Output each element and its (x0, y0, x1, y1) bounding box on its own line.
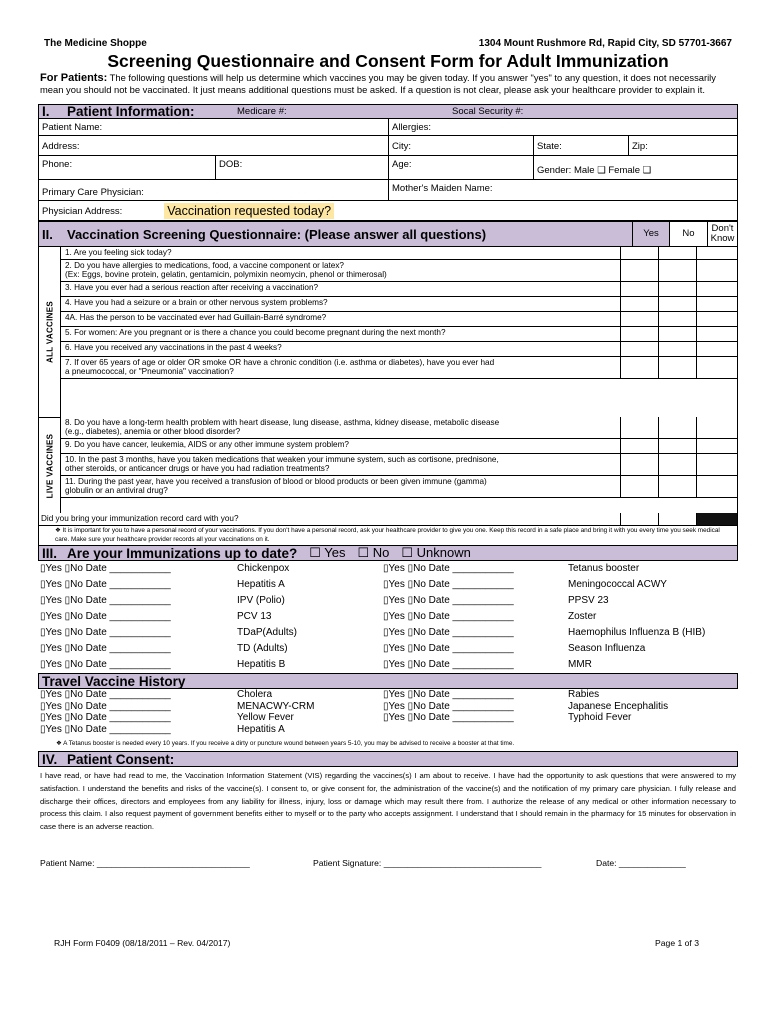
answer-no-box[interactable] (658, 342, 696, 356)
yes-no-date[interactable]: ▯Yes ▯No Date ___________ (40, 595, 171, 606)
signature-line (38, 851, 738, 868)
section-1-title: Patient Information: (67, 104, 195, 119)
patient-name-signature[interactable]: Patient Name: ________________________________ (40, 858, 250, 868)
answer-dont-know-box[interactable] (696, 342, 737, 356)
medicare-label: Medicare #: (237, 106, 287, 117)
section-1-header (38, 104, 738, 119)
record-row (39, 513, 737, 526)
answer-dont-know-box[interactable] (696, 260, 737, 281)
col-dont-know: Don't Know (707, 222, 737, 246)
yes-no-date[interactable]: ▯Yes ▯No Date ___________ (40, 579, 171, 590)
yes-no-date[interactable]: ▯Yes ▯No Date ___________ (40, 643, 171, 654)
physician-address-field[interactable] (39, 201, 737, 220)
vaccine-name: Zoster (568, 611, 597, 622)
yes-no-date[interactable]: ▯Yes ▯No Date ___________ (383, 595, 514, 606)
question-text: 2. Do you have allergies to medications, food, a vaccine component or latex? (Ex: Eggs, bovine protein, gelatin, gentamicin, polymixin neomycin, phenol or thimerosal) (65, 261, 387, 280)
answer-yes-box[interactable] (620, 297, 658, 311)
page-number: Page 1 of 3 (655, 938, 699, 948)
answer-yes-box[interactable] (620, 439, 658, 453)
intro-text (38, 71, 738, 104)
record-note: ❖ It is important for you to have a personal record of your vaccinations. If you don't have a personal record, ask your healthcare provider to give you one. Keep this record in a safe place and bring it with you every time you seek medical care. Make sure your healthcare provider records all your vaccinations on it. (38, 526, 738, 545)
yes-no-date[interactable]: ▯Yes ▯No Date ___________ (383, 643, 514, 654)
vaccine-name: TD (Adults) (237, 643, 288, 654)
uptodate-no[interactable]: ☐ No (357, 545, 390, 560)
vaccine-name: Japanese Encephalitis (568, 700, 669, 712)
yes-no-date[interactable]: ▯Yes ▯No Date ___________ (383, 700, 514, 712)
section-3-num: III. (42, 545, 58, 561)
yes-no-date[interactable]: ▯Yes ▯No Date ___________ (383, 579, 514, 590)
answer-no-box[interactable] (658, 327, 696, 341)
store-name: The Medicine Shoppe (44, 38, 147, 49)
answer-no-box[interactable] (658, 439, 696, 453)
yes-no-date[interactable]: ▯Yes ▯No Date ___________ (383, 712, 514, 723)
answer-dont-know-box[interactable] (696, 454, 737, 475)
zip-field[interactable]: Zip: (632, 141, 648, 152)
section-3-title: Are your Immunizations up to date? (67, 545, 298, 561)
answer-dont-know-box[interactable] (696, 417, 737, 438)
answer-dont-know-box[interactable] (696, 282, 737, 296)
state-field[interactable]: State: (534, 136, 629, 155)
record-row-wrap (38, 513, 738, 526)
city-field[interactable]: City: (389, 136, 534, 155)
vaccine-name: Tetanus booster (568, 563, 640, 574)
row-phone (38, 156, 738, 180)
vaccination-requested: Vaccination requested today? (164, 203, 334, 219)
yes-no-date[interactable]: ▯Yes ▯No Date ___________ (383, 659, 514, 670)
section-4-title: Patient Consent: (67, 751, 175, 767)
question-row (61, 342, 737, 357)
answer-yes-box[interactable] (620, 260, 658, 281)
vaccine-name: PCV 13 (237, 611, 272, 622)
vaccine-name: Haemophilus Influenza B (HIB) (568, 627, 706, 638)
row-physician-address (38, 201, 738, 221)
vaccine-name: PPSV 23 (568, 595, 609, 606)
patient-signature[interactable]: Patient Signature: _________________________________ (313, 858, 542, 868)
vaccine-name: MMR (568, 659, 592, 670)
vaccine-name: Chickenpox (237, 563, 290, 574)
question-text: 11. During the past year, have you received a transfusion of blood or blood products or been given immune (gamma) globulin or an antiviral drug? (65, 477, 487, 496)
answer-dont-know-box[interactable] (696, 312, 737, 326)
yes-no-date[interactable]: ▯Yes ▯No Date ___________ (383, 611, 514, 622)
vaccine-name: Cholera (237, 689, 273, 700)
patient-name-field[interactable]: Patient Name: (39, 119, 389, 135)
question-text: 1. Are you feeling sick today? (65, 248, 172, 257)
section-1-num: I. (42, 104, 50, 119)
question-row (61, 282, 737, 297)
answer-yes-box[interactable] (620, 342, 658, 356)
form-number: RJH Form F0409 (08/18/2011 – Rev. 04/2017) (54, 938, 231, 948)
intro-body: The following questions will help us determine which vaccines you may be given today. If you answer "yes" to any question, it does not necessarily mean you should not be vaccinated. It just means additional questions must be asked. If a question is not clear, please ask your healthcare provider to explain it. (40, 72, 716, 95)
yes-no-date[interactable]: ▯Yes ▯No Date ___________ (40, 723, 171, 735)
question-text: 6. Have you received any vaccinations in the past 4 weeks? (65, 343, 282, 352)
vaccine-name: Meningococcal ACWY (568, 579, 667, 590)
immunization-grid (38, 561, 738, 673)
question-row (61, 439, 737, 454)
question-text: 3. Have you ever had a serious reaction after receiving a vaccination? (65, 283, 319, 292)
vaccine-name: Hepatitis A (237, 723, 285, 735)
question-row (61, 476, 737, 498)
uptodate-unknown[interactable]: ☐ Unknown (401, 545, 471, 560)
header-line (38, 38, 738, 51)
questionnaire-table (38, 247, 738, 417)
answer-dont-know-box[interactable] (696, 439, 737, 453)
consent-text: I have read, or have had read to me, the Vaccination Information Statement (VIS) regarding the vaccines(s) I am about to receive. I have had the opportunity to ask questions that were answered to my satisfaction. I understand the benefits and risks of the vaccine(s). I consent to, or give consent for, the administration of the vaccine(s) and the notification of my primary care physician. I fully release and discharge their offices, directors and employees from any liability for illness, injury, loss or damage which may result there from. I authorize the release of any medical or other information necessary to process this claim. I also request payment of government benefits either to myself or to the party who accepts assignment. I understand that I should remain in the pharmacy for 15 minutes for observation in case there is an adverse reaction. (40, 771, 736, 832)
vaccine-name: TDaP(Adults) (237, 627, 298, 638)
footer (54, 938, 699, 948)
yes-no-date[interactable]: ▯Yes ▯No Date ___________ (40, 712, 171, 723)
question-row (61, 312, 737, 327)
answer-yes-box[interactable] (620, 417, 658, 438)
tetanus-note: ❖ A Tetanus booster is needed every 10 years. If you receive a dirty or puncture wound between years 5-10, you may be advised to receive a booster at that time. (56, 740, 515, 747)
question-row (61, 247, 737, 260)
answer-no-box[interactable] (658, 282, 696, 296)
vaccine-name: Rabies (568, 689, 600, 700)
travel-header: Travel Vaccine History (38, 673, 738, 689)
vaccine-name: Hepatitis B (237, 659, 286, 670)
answer-yes-box[interactable] (620, 476, 658, 497)
answer-dont-know-box[interactable] (696, 247, 737, 259)
yes-no-date[interactable]: ▯Yes ▯No Date ___________ (383, 563, 514, 574)
answer-no-box[interactable] (658, 454, 696, 475)
yes-no-date[interactable]: ▯Yes ▯No Date ___________ (383, 627, 514, 638)
answer-dont-know-box[interactable] (696, 357, 737, 378)
physician-address-label: Physician Address: (42, 206, 123, 217)
question-row (61, 454, 737, 476)
address-field[interactable]: Address: (39, 136, 389, 155)
store-address: 1304 Mount Rushmore Rd, Rapid City, SD 57701-3667 (478, 38, 732, 49)
question-row (61, 327, 737, 342)
side-label-all: ALL VACCINES (39, 247, 61, 417)
question-row (61, 297, 737, 312)
signature-date[interactable]: Date: ______________ (596, 858, 686, 868)
yes-no-date[interactable]: ▯Yes ▯No Date ___________ (40, 689, 171, 700)
answer-yes-box[interactable] (620, 327, 658, 341)
record-no-box[interactable] (658, 513, 696, 525)
yes-no-date[interactable]: ▯Yes ▯No Date ___________ (40, 563, 171, 574)
yes-no-date[interactable]: ▯Yes ▯No Date ___________ (40, 659, 171, 670)
age-field[interactable]: Age: (389, 156, 534, 179)
questionnaire-table-live (38, 417, 738, 513)
uptodate-yes[interactable]: ☐ Yes (309, 545, 346, 560)
question-text: 4. Have you had a seizure or a brain or other nervous system problems? (65, 298, 328, 307)
row-name (38, 119, 738, 136)
answer-no-box[interactable] (658, 417, 696, 438)
answer-dont-know-box[interactable] (696, 476, 737, 497)
allergies-field[interactable]: Allergies: (392, 122, 432, 133)
travel-grid (38, 689, 738, 735)
dob-field[interactable]: DOB: (216, 156, 389, 179)
answer-yes-box[interactable] (620, 454, 658, 475)
record-question: Did you bring your immunization record card with you? (41, 514, 239, 523)
ssn-label: Socal Security #: (452, 106, 524, 117)
question-text: 4A. Has the person to be vaccinated ever had Guillain-Barré syndrome? (65, 313, 327, 322)
gender-field[interactable]: Gender: Male ❑ Female ❑ (537, 165, 652, 176)
vaccine-name: Season Influenza (568, 643, 646, 654)
yes-no-date[interactable]: ▯Yes ▯No Date ___________ (383, 689, 514, 700)
section-2-num: II. (42, 226, 53, 242)
answer-yes-box[interactable] (620, 357, 658, 378)
question-row (61, 260, 737, 282)
col-yes: Yes (632, 222, 669, 246)
form-title: Screening Questionnaire and Consent Form for Adult Immunization (107, 51, 669, 71)
questions-all (61, 247, 737, 417)
questions-live (61, 417, 737, 513)
question-text: 5. For women: Are you pregnant or is there a chance you could become pregnant during the next month? (65, 328, 446, 337)
answer-no-box[interactable] (658, 247, 696, 259)
empty (383, 724, 568, 736)
section-4-num: IV. (42, 751, 58, 767)
yes-no-date[interactable]: ▯Yes ▯No Date ___________ (40, 627, 171, 638)
empty (568, 724, 740, 736)
question-text: 8. Do you have a long-term health problem with heart disease, lung disease, asthma, kidney disease, metabolic disease (e.g., diabetes), anemia or other blood disorder? (65, 418, 500, 437)
vaccine-name: Typhoid Fever (568, 712, 632, 723)
answer-dont-know-box[interactable] (696, 327, 737, 341)
question-row (61, 417, 737, 439)
question-text: 9. Do you have cancer, leukemia, AIDS or any other immune system problem? (65, 440, 349, 449)
phone-field[interactable]: Phone: (39, 156, 216, 179)
vaccine-name: Hepatitis A (237, 579, 285, 590)
answer-dont-know-box[interactable] (696, 297, 737, 311)
section-2-header (38, 221, 738, 247)
side-label-live: LIVE VACCINES (39, 417, 61, 513)
row-address (38, 136, 738, 156)
form-page (38, 38, 738, 868)
question-text: 10. In the past 3 months, have you taken medications that weaken your immune system, such as cortisone, prednisone, other steroids, or anticancer drugs or have you had radiation treatments? (65, 455, 499, 474)
answer-no-box[interactable] (658, 260, 696, 281)
answer-no-box[interactable] (658, 312, 696, 326)
answer-yes-box[interactable] (620, 312, 658, 326)
section-2-title: Vaccination Screening Questionnaire: (Please answer all questions) (67, 226, 487, 242)
answer-no-box[interactable] (658, 297, 696, 311)
section-3-header (38, 545, 738, 561)
vaccine-name: MENACWY-CRM (237, 700, 315, 712)
answer-no-box[interactable] (658, 357, 696, 378)
row-pcp (38, 180, 738, 201)
pcp-field[interactable]: Primary Care Physician: (39, 180, 389, 200)
answer-yes-box[interactable] (620, 282, 658, 296)
record-blank-box (696, 513, 737, 525)
answer-yes-box[interactable] (620, 247, 658, 259)
answer-no-box[interactable] (658, 476, 696, 497)
yes-no-date[interactable]: ▯Yes ▯No Date ___________ (40, 611, 171, 622)
vaccine-name: IPV (Polio) (237, 595, 285, 606)
section-4-header (38, 751, 738, 767)
record-yes-box[interactable] (620, 513, 658, 525)
col-no: No (669, 222, 707, 246)
intro-lead: For Patients: (40, 72, 108, 84)
question-row (61, 357, 737, 379)
maiden-name-field[interactable]: Mother's Maiden Name: (392, 183, 493, 194)
question-text: 7. If over 65 years of age or older OR smoke OR have a chronic condition (i.e. asthma or diabetes), have you ever had a pneumococcal, or "Pneumonia" vaccination? (65, 358, 495, 377)
yes-no-date[interactable]: ▯Yes ▯No Date ___________ (40, 700, 171, 712)
vaccine-name: Yellow Fever (237, 712, 294, 723)
